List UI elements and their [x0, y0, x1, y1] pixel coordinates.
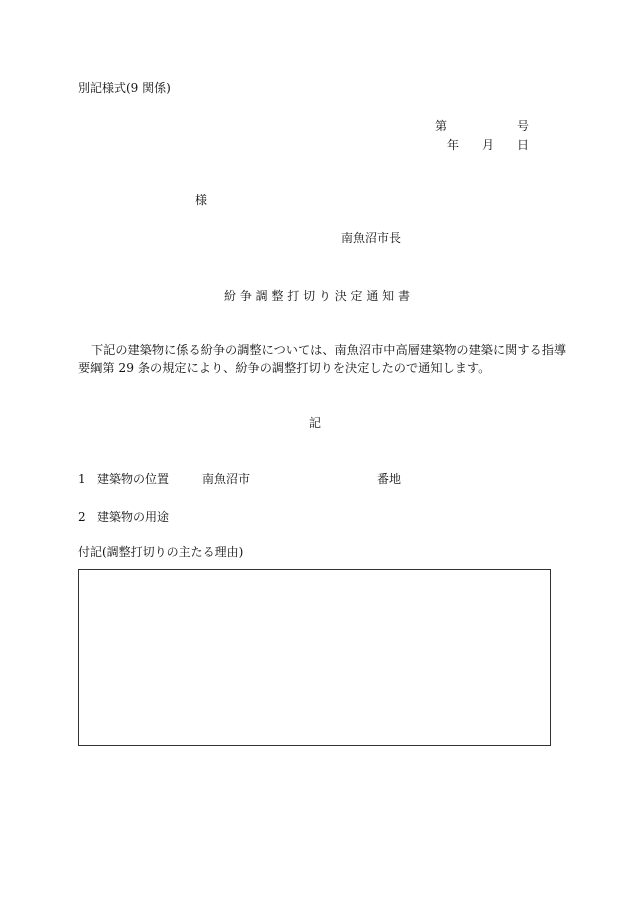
date-day: 日 — [517, 138, 530, 152]
document-title: 紛 争 調 整 打 切 り 決 定 通 知 書 — [224, 289, 410, 303]
date-month: 月 — [482, 138, 495, 152]
reason-label: 付記(調整打切りの主たる理由) — [78, 545, 244, 559]
body-line-1: 下記の建築物に係る紛争の調整については、南魚沼市中高層建築物の建築に関する指導 — [91, 343, 567, 357]
form-reference: 別記様式(9 関係) — [78, 81, 171, 95]
item-1-number: 1 — [78, 472, 86, 486]
item-1-label: 建築物の位置 — [97, 472, 170, 486]
doc-number-prefix: 第 — [435, 119, 448, 133]
reason-box[interactable] — [78, 569, 551, 746]
doc-number-suffix: 号 — [517, 119, 530, 133]
addressee-suffix: 様 — [195, 193, 208, 207]
item-2-label: 建築物の用途 — [97, 510, 170, 524]
ki-heading: 記 — [309, 416, 322, 430]
date-year: 年 — [447, 138, 460, 152]
location-suffix: 番地 — [377, 472, 402, 486]
item-2-number: 2 — [78, 510, 86, 524]
issuer-name: 南魚沼市長 — [341, 231, 402, 245]
location-city: 南魚沼市 — [202, 472, 251, 486]
body-line-2: 要綱第 29 条の規定により、紛争の調整打切りを決定したので通知します。 — [78, 361, 491, 375]
